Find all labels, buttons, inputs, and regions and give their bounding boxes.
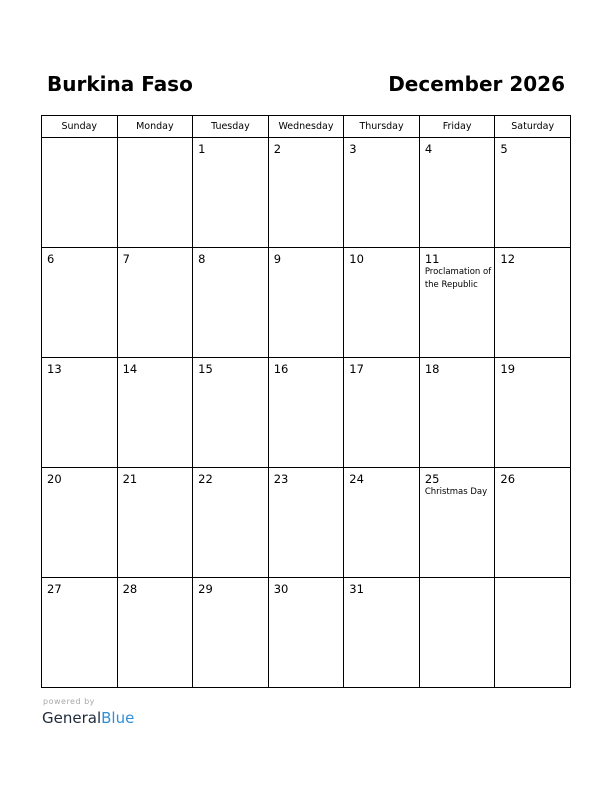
holiday-label: Proclamation of the Republic [424,267,492,290]
day-cell [419,138,495,248]
day-number: 22 [198,472,213,486]
day-cell [42,248,118,358]
day-number: 13 [47,362,62,376]
day-cell [117,248,193,358]
day-cell [495,468,571,578]
country-title: Burkina Faso [47,72,193,96]
day-cell [495,248,571,358]
day-cell [117,468,193,578]
day-number: 23 [273,472,289,486]
day-number [495,578,570,582]
day-number [42,138,117,142]
day-cell [419,248,495,358]
generalblue-logo[interactable] [42,708,134,728]
day-number: 7 [122,252,130,266]
weekday-thursday: Thursday [344,116,420,138]
day-cell [495,358,571,468]
day-number: 29 [198,582,213,596]
month-year-title: December 2026 [388,72,565,96]
day-number: 24 [349,472,364,486]
day-number: 3 [349,142,357,156]
day-cell [42,138,118,248]
day-cell [495,578,571,688]
day-cell [268,138,344,248]
day-number: 1 [198,142,206,156]
day-cell [268,468,344,578]
day-cell [344,358,420,468]
day-number: 21 [122,472,138,486]
calendar-grid [41,115,571,688]
day-number: 5 [500,142,508,156]
day-cell [193,138,269,248]
day-cell [193,468,269,578]
day-cell [268,358,344,468]
day-number: 17 [349,362,364,376]
day-cell [344,138,420,248]
brand-blue-text: Blue [101,709,135,727]
day-number: 4 [424,142,433,156]
day-number: 19 [500,362,516,376]
day-number: 26 [500,472,516,486]
week-row [42,248,571,358]
weekday-friday: Friday [419,116,495,138]
weekday-monday: Monday [117,116,193,138]
day-cell [193,358,269,468]
weekday-wednesday: Wednesday [268,116,344,138]
day-number: 31 [349,582,364,596]
day-number [420,578,495,582]
day-cell [42,358,118,468]
week-row [42,138,571,248]
day-cell [193,578,269,688]
day-number: 27 [47,582,62,596]
day-number: 25 [424,472,440,486]
day-number: 12 [500,252,516,266]
day-number: 28 [122,582,138,596]
week-row [42,468,571,578]
day-cell [419,578,495,688]
day-number [118,138,193,142]
day-number: 15 [198,362,213,376]
day-number: 9 [273,252,282,266]
day-number: 10 [349,252,364,266]
day-number: 6 [47,252,55,266]
day-cell [42,468,118,578]
day-cell [495,138,571,248]
weekday-sunday: Sunday [42,116,118,138]
weekday-header-row [42,116,571,138]
powered-by-label: powered by [43,697,95,706]
day-cell [419,358,495,468]
weekday-saturday: Saturday [495,116,571,138]
day-number: 30 [273,582,289,596]
day-number: 8 [198,252,206,266]
week-row [42,578,571,688]
day-number: 2 [273,142,282,156]
holiday-label: Christmas Day [424,487,488,497]
day-cell [117,578,193,688]
day-cell [268,248,344,358]
day-cell [268,578,344,688]
week-row [42,358,571,468]
day-cell [344,578,420,688]
day-number: 16 [273,362,289,376]
day-number: 11 [424,252,440,266]
day-cell [117,138,193,248]
brand-general-text: General [42,709,102,727]
weekday-tuesday: Tuesday [193,116,269,138]
day-number: 20 [47,472,62,486]
day-cell [193,248,269,358]
day-cell [344,248,420,358]
day-cell [419,468,495,578]
day-number: 14 [122,362,138,376]
day-cell [117,358,193,468]
day-cell [344,468,420,578]
day-cell [42,578,118,688]
day-number: 18 [424,362,440,376]
